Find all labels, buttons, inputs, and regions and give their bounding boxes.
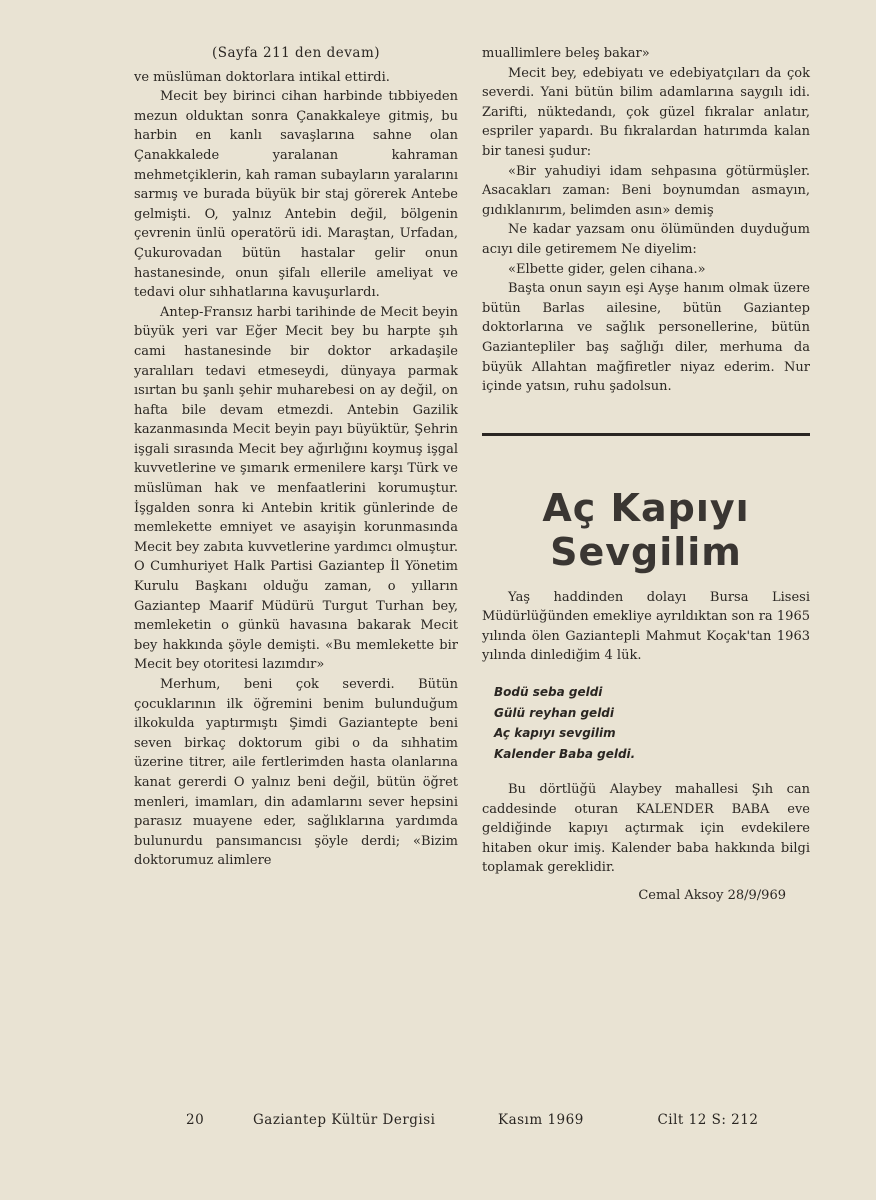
footer-right: [498, 1112, 758, 1128]
explanation-paragraph: Bu dörtlüğü Alaybey mahallesi Şıh can caddesinde oturan KALENDER BABA eve geldiğinde kapıyı açtırmak için evdekilere hitaben okur imiş. Kalender baba hakkında bilgi toplamak gereklidir.: [482, 782, 810, 876]
paragraph: Merhum, beni çok severdi. Bütün çocuklarının ilk öğremini benim bulunduğum ilkokulda yaptırmıştı Şimdi Gaziantepte beni seven birkaç doktorum gibi o da sıhhatim üzerine titrer, aile fertlerimden hasta olanlarına kanat gererdi O yalnız beni değil, bütün öğret menleri, imamları, din adamlarını sever hepsini parasız muayene eder, sağlıklarına yardımda bulunurdu pansımancısı şöyle derdi; «Bizim doktorumuz alimlere: [134, 677, 458, 869]
article-title: [482, 486, 810, 574]
right-column: [482, 44, 810, 906]
author-signature: Cemal Aksoy 28/9/969: [638, 888, 786, 904]
poem-line: Aç kapıyı sevgilim: [494, 726, 616, 741]
footer-left: [186, 1112, 435, 1128]
paragraph: Başta onun sayın eşi Ayşe hanım olmak üzere bütün Barlas ailesine, bütün Gaziantep doktorlarına ve sağlık personellerine, bütün Gaziantepliler baş sağlığı diler, merhuma da büyük Allahtan mağfiretler niyaz ederim. Nur içinde yatsın, ruhu şadolsun.: [482, 281, 810, 395]
section-divider: [482, 433, 810, 436]
volume-info: Cilt 12 S: 212: [657, 1112, 759, 1128]
paragraph: «Bir yahudiyi idam sehpasına götürmüşler. Asacakları zaman: Beni boynumdan asmayın, gıdıklanırım, belimden asın» demiş: [482, 163, 810, 218]
paragraph: Ne kadar yazsam onu ölümünden duyduğum acıyı dile getiremem Ne diyelim:: [482, 222, 810, 257]
poem-line: Bodü seba geldi: [494, 685, 603, 700]
poem-line: Kalender Baba geldi.: [494, 746, 636, 761]
page-number: 20: [186, 1112, 205, 1128]
poem: [494, 682, 810, 764]
title-line: Sevgilim: [550, 529, 742, 574]
issue-date: Kasım 1969: [498, 1112, 584, 1128]
paragraph: «Elbette gider, gelen cihana.»: [508, 261, 706, 277]
left-column: [134, 44, 458, 871]
paragraph: ve müslüman doktorlara intikal ettirdi.: [134, 69, 390, 85]
paragraph: Antep-Fransız harbi tarihinde de Mecit beyin büyük yeri var Eğer Mecit bey bu harpte şıh cami hastanesinde bir doktor arkadaşile yaralıları tedavi etmeseydi, dünyaya parmak ısırtan bu şanlı şehir muharebesi on ay değil, on hafta bile devam etmezdi. Antebin Gazilik kazanmasında Mecit beyin payı büyüktür, Şehrin işgali sırasında Mecit bey ağırlığını koymuş işgal kuvvetlerine ve şımarık ermenilere karşı Türk ve müslüman hak ve menfaatlerini korumuştur. İşgalden sonra ki Antebin kritik günlerinde de memlekette emniyet ve asayişin korunmasında Mecit bey zabıta kuvvetlerine yardımcı olmuştur. O Cumhuriyet Halk Partisi Gaziantep İl Yönetim Kurulu Başkanı olduğu zaman, o yılların Gaziantep Maarif Müdürü Turgut Turhan bey, memleketin o günkü havasına bakarak Mecit bey hakkında şöyle demişti. «Bu memlekette bir Mecit bey otoritesi lazımdır»: [134, 304, 458, 673]
intro-paragraph: Yaş haddinden dolayı Bursa Lisesi Müdürlüğünden emekliye ayrıldıktan son ra 1965 yılında ölen Gaziantepli Mahmut Koçak'tan 1963 yılında dinlediğim 4 lük.: [482, 589, 810, 664]
poem-line: Gülü reyhan geldi: [494, 705, 615, 720]
magazine-name: Gaziantep Kültür Dergisi: [252, 1112, 436, 1128]
continued-note: (Sayfa 211 den devam): [211, 45, 381, 61]
title-line: Aç Kapıyı: [542, 485, 750, 530]
paragraph: Mecit bey birinci cihan harbinde tıbbiyeden mezun olduktan sonra Çanakkaleye gitmiş, bu harbin en kanlı savaşlarına sahne olan Çanakkalede yaralanan kahraman mehmetçiklerin, kah raman subayların yaralarını sarmış ve burada büyük bir staj görerek Antebe gelmişti. O, yalnız Antebin değil, bölgenin çevrenin ünlü operatörü idi. Maraştan, Urfadan, Çukurovadan bütün hastalar gelir onun hastanesinde, onun şifalı ellerile ameliyat ve tedavi olur sıhhatlarına kavuşurlardı.: [134, 89, 458, 301]
paragraph: Mecit bey, edebiyatı ve edebiyatçıları da çok severdi. Yani bütün bilim adamlarına saygılı idi. Zarifti, nüktedandı, çok güzel fıkralar anlatır, espriler yapardı. Bu fıkralardan hatırımda kalan bir tanesi şudur:: [482, 65, 810, 159]
paragraph: muallimlere beleş bakar»: [482, 46, 650, 61]
